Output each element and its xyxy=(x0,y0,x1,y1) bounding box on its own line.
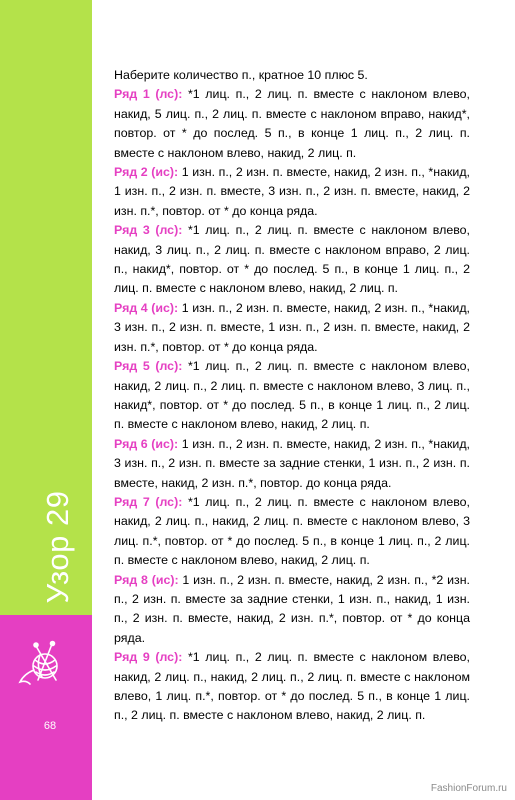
row-text: *1 лиц. п., 2 лиц. п. вместе с наклоном влево, накид, 3 лиц. п., 2 лиц. п. вместе с наклоном вправо, 2 лиц. п., накид*, повтор. от * до послед. 5 п., в конце 1 лиц. п., 2 лиц. п. вместе с наклоном влево, накид, 2 лиц. п. xyxy=(114,223,470,296)
row-text: 1 изн. п., 2 изн. п. вместе, накид, 2 изн. п., *2 изн. п., 2 изн. п. вместе за задние стенки, 1 изн. п., накид, 1 изн. п., 2 изн. п. вместе, накид, 2 изн. п.*, повтор. от * до конца ряда. xyxy=(114,572,471,645)
row-label: Ряд 2 (ис): xyxy=(114,165,179,180)
pattern-instructions xyxy=(114,66,470,726)
row-text: *1 лиц. п., 2 лиц. п. вместе с наклоном влево, накид, 2 лиц. п., накид, 2 лиц. п., 2 лиц. п. вместе с наклоном влево, 1 лиц. п.*, повтор. от * до послед. 5 п., в конце 1 лиц. п., 2 лиц. п. вместе с наклоном влево, накид, 2 лиц. п. xyxy=(114,650,470,723)
row-label: Ряд 6 (ис): xyxy=(114,436,179,451)
row-label: Ряд 9 (лс): xyxy=(114,650,183,665)
row-label: Ряд 8 (ис): xyxy=(114,572,179,587)
row-text: *1 лиц. п., 2 лиц. п. вместе с наклоном влево, накид, 5 лиц. п., 2 лиц. п. вместе с наклоном вправо, накид*, повтор. от * до послед. 5 п., в конце 1 лиц. п., 2 лиц. п. вместе с наклоном влево, накид, 2 лиц. п. xyxy=(114,87,470,160)
row-text: *1 лиц. п., 2 лиц. п. вместе с наклоном влево, накид, 2 лиц. п., накид, 2 лиц. п. вместе с наклоном влево, 3 лиц. п.*, повтор. от * до послед. 5 п., в конце 1 лиц. п., 2 лиц. п. вместе с наклоном влево, накид, 2 лиц. п. xyxy=(114,494,470,568)
row-label: Ряд 5 (лс): xyxy=(114,359,183,374)
row-text: 1 изн. п., 2 изн. п. вместе, накид, 2 изн. п., *накид, 3 изн. п., 2 изн. п. вместе, 1 изн. п., 2 изн. п. вместе, накид, 2 изн. п.*, повтор. от * до конца ряда. xyxy=(114,300,470,354)
yarn-ball-with-needles-icon xyxy=(16,640,74,688)
row-6 xyxy=(114,435,470,493)
intro-text: Наберите количество п., кратное 10 плюс 5. xyxy=(114,68,368,82)
row-5 xyxy=(114,357,470,435)
row-label: Ряд 4 (ис): xyxy=(114,300,179,315)
row-2 xyxy=(114,163,470,221)
watermark: FashionForum.ru xyxy=(430,783,507,794)
row-text: 1 изн. п., 2 изн. п. вместе, накид, 2 изн. п., *накид, 3 изн. п., 2 изн. п. вместе за задние стенки, 1 изн. п., 2 изн. п. вместе, накид, 2 изн. п.*, повтор. до конца ряда. xyxy=(114,436,470,490)
row-4 xyxy=(114,299,470,357)
row-text: *1 лиц. п., 2 лиц. п. вместе с наклоном влево, накид, 2 лиц. п., 2 лиц. п. вместе с наклоном влево, 3 лиц. п., накид*, повтор. от * до послед. 5 п., в конце 1 лиц. п., 2 лиц. п. вместе с наклоном влево, накид, 2 лиц. п. xyxy=(114,359,470,432)
row-label: Ряд 1 (лс): xyxy=(114,87,183,102)
page-number: 68 xyxy=(43,720,57,732)
row-9 xyxy=(114,648,470,726)
row-1 xyxy=(114,85,470,163)
row-8 xyxy=(114,571,470,649)
row-text: 1 изн. п., 2 изн. п. вместе, накид, 2 изн. п., *накид, 1 изн. п., 2 изн. п. вместе, 3 изн. п., 2 изн. п. вместе, накид, 2 изн. п.*, повтор. от * до конца ряда. xyxy=(114,165,470,218)
row-7 xyxy=(114,493,470,571)
row-3 xyxy=(114,221,470,299)
row-label: Ряд 7 (лс): xyxy=(114,494,183,509)
pattern-title: Узор 29 xyxy=(40,490,75,604)
row-label: Ряд 3 (лс): xyxy=(114,223,183,238)
